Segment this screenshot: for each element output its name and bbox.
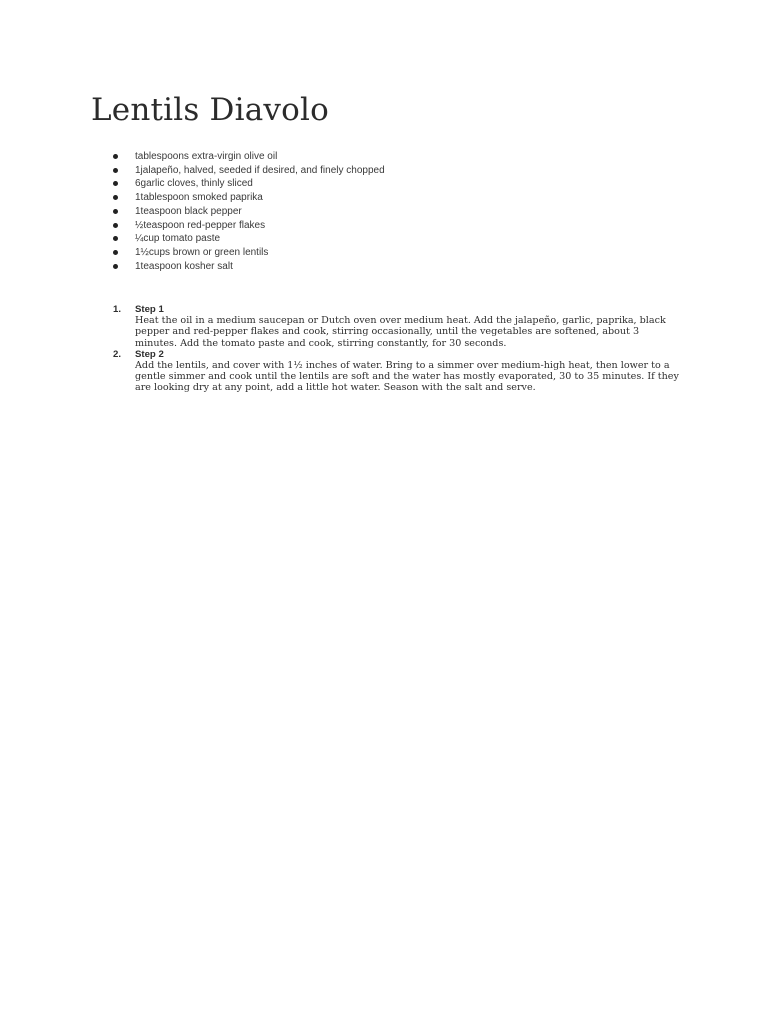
ingredient-text: ¼cup tomato paste — [135, 233, 221, 245]
step-number: 2. — [113, 348, 122, 360]
step-label: Step 2 — [135, 348, 164, 360]
bullet-icon — [113, 195, 118, 200]
ingredient-item — [0, 164, 385, 178]
step-number: 1. — [113, 304, 122, 315]
ingredient-item — [0, 191, 385, 205]
ingredient-text: 1jalapeño, halved, seeded if desired, and finely chopped — [135, 164, 385, 176]
bullet-icon — [113, 181, 118, 186]
steps-list — [0, 304, 680, 394]
bullet-icon — [113, 168, 118, 173]
bullet-icon — [113, 223, 118, 228]
bullet-icon — [113, 209, 118, 214]
ingredient-item — [0, 150, 385, 164]
bullet-icon — [113, 154, 118, 159]
step-item — [0, 349, 680, 394]
ingredients-list — [0, 150, 385, 273]
ingredient-item — [0, 232, 385, 246]
ingredient-text: 1teaspoon kosher salt — [135, 260, 233, 272]
step-text: Add the lentils, and cover with 1½ inches of water. Bring to a simmer over medium-high heat, then lower to a gentle simmer and cook until the lentils are soft and the water has mostly evaporated, 30 to 35 minutes. If they are looking dry at any point, add a little hot water. Season with the salt and serve. — [135, 360, 679, 394]
step-item — [0, 304, 680, 349]
bullet-icon — [113, 236, 118, 241]
ingredient-text: 1½cups brown or green lentils — [135, 246, 269, 258]
ingredient-text: 6garlic cloves, thinly sliced — [135, 178, 253, 190]
ingredient-item — [0, 260, 385, 274]
ingredient-item — [0, 246, 385, 260]
ingredient-text: ½teaspoon red-pepper flakes — [135, 219, 266, 231]
ingredient-text: tablespoons extra-virgin olive oil — [135, 151, 278, 162]
bullet-icon — [113, 264, 118, 269]
ingredient-item — [0, 219, 385, 233]
bullet-icon — [113, 250, 118, 255]
ingredient-item — [0, 177, 385, 191]
ingredient-text: 1tablespoon smoked paprika — [135, 192, 263, 204]
ingredient-text: 1teaspoon black pepper — [135, 205, 242, 217]
recipe-title: Lentils Diavolo — [91, 92, 329, 128]
ingredient-item — [0, 205, 385, 219]
step-label: Step 1 — [135, 304, 164, 315]
step-text: Heat the oil in a medium saucepan or Dutch oven over medium heat. Add the jalapeño, garlic, paprika, black pepper and red-pepper flakes and cook, stirring occasionally, until the vegetables are softened, about 3 minutes. Add the tomato paste and cook, stirring constantly, for 30 seconds. — [135, 315, 666, 349]
